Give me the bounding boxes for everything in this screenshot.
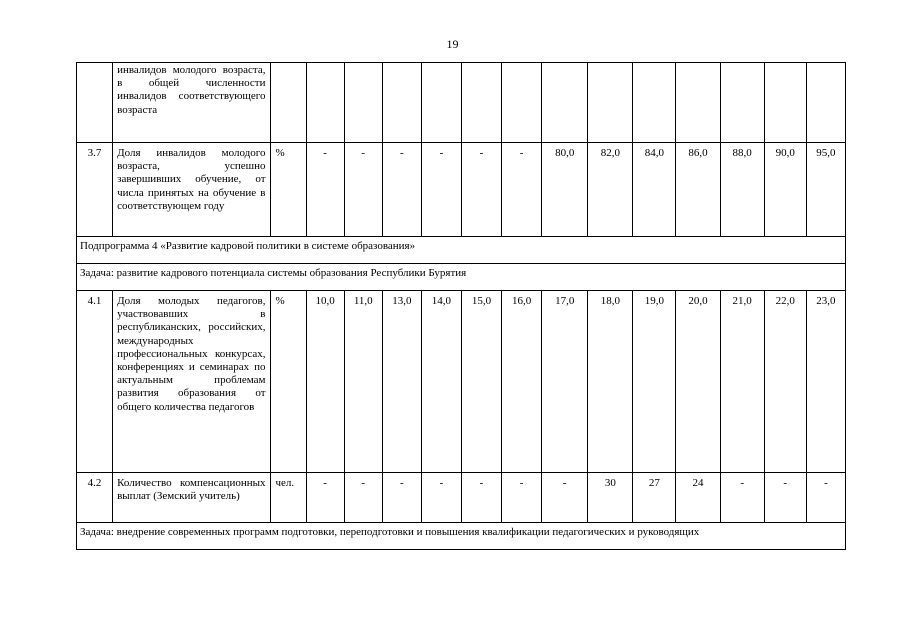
value-cell: 13,0 (382, 291, 421, 473)
table-row (77, 523, 846, 550)
value-cell: - (344, 143, 382, 237)
value-cell: - (542, 473, 588, 523)
unit-cell: чел. (270, 473, 306, 523)
value-cell (542, 63, 588, 143)
value-cell: 24 (676, 473, 720, 523)
table-row (77, 473, 846, 523)
value-cell: 86,0 (676, 143, 720, 237)
value-cell: 82,0 (588, 143, 633, 237)
value-cell: 88,0 (720, 143, 764, 237)
value-cell (461, 63, 501, 143)
value-cell: - (421, 473, 461, 523)
value-cell (502, 63, 542, 143)
value-cell: 16,0 (502, 291, 542, 473)
value-cell: 21,0 (720, 291, 764, 473)
value-cell: 90,0 (764, 143, 806, 237)
value-cell (306, 63, 344, 143)
table-row (77, 237, 846, 264)
value-cell (588, 63, 633, 143)
table-row (77, 143, 846, 237)
value-cell: 20,0 (676, 291, 720, 473)
value-cell: 30 (588, 473, 633, 523)
row-number: 3.7 (77, 143, 113, 237)
value-cell: - (764, 473, 806, 523)
value-cell (421, 63, 461, 143)
value-cell (676, 63, 720, 143)
row-number: 4.1 (77, 291, 113, 473)
value-cell: 95,0 (806, 143, 845, 237)
task-heading: Задача: развитие кадрового потенциала системы образования Республики Бурятия (77, 264, 846, 291)
row-number: 4.2 (77, 473, 113, 523)
value-cell (764, 63, 806, 143)
table-row (77, 63, 846, 143)
value-cell: 80,0 (542, 143, 588, 237)
row-number (77, 63, 113, 143)
value-cell (720, 63, 764, 143)
value-cell: 17,0 (542, 291, 588, 473)
value-cell: 84,0 (633, 143, 676, 237)
value-cell: 15,0 (461, 291, 501, 473)
table-row (77, 291, 846, 473)
value-cell: - (720, 473, 764, 523)
value-cell: - (461, 473, 501, 523)
indicator-description: Количество компенсационных выплат (Земский учитель) (113, 473, 270, 523)
subprogram-heading: Подпрограмма 4 «Развитие кадровой политики в системе образования» (77, 237, 846, 264)
value-cell (633, 63, 676, 143)
value-cell (344, 63, 382, 143)
value-cell: 19,0 (633, 291, 676, 473)
value-cell: 22,0 (764, 291, 806, 473)
task-heading: Задача: внедрение современных программ подготовки, переподготовки и повышения квалификации педагогических и руководящих (77, 523, 846, 550)
value-cell: - (306, 143, 344, 237)
value-cell: - (306, 473, 344, 523)
value-cell: 10,0 (306, 291, 344, 473)
value-cell: - (806, 473, 845, 523)
page-number: 19 (446, 37, 459, 51)
indicator-description: Доля инвалидов молодого возраста, успешно завершивших обучение, от числа принятых на обучение в соответствующем году (113, 143, 270, 237)
value-cell (382, 63, 421, 143)
indicators-table (76, 62, 846, 550)
table-row (77, 264, 846, 291)
unit-cell: % (270, 291, 306, 473)
value-cell: - (382, 473, 421, 523)
value-cell: - (461, 143, 501, 237)
value-cell: 27 (633, 473, 676, 523)
value-cell: 11,0 (344, 291, 382, 473)
value-cell: - (502, 143, 542, 237)
value-cell: - (344, 473, 382, 523)
value-cell: - (502, 473, 542, 523)
unit-cell: % (270, 143, 306, 237)
value-cell: 23,0 (806, 291, 845, 473)
unit-cell (270, 63, 306, 143)
indicator-description: инвалидов молодого возраста, в общей численности инвалидов соответствующего возраста (113, 63, 270, 143)
indicator-description: Доля молодых педагогов, участвовавших в республиканских, российских, международных профессиональных конкурсах, конференциях и семинарах по актуальным проблемам развития образования от общего количества педагогов (113, 291, 270, 473)
value-cell: - (421, 143, 461, 237)
value-cell: 14,0 (421, 291, 461, 473)
value-cell (806, 63, 845, 143)
value-cell: - (382, 143, 421, 237)
value-cell: 18,0 (588, 291, 633, 473)
